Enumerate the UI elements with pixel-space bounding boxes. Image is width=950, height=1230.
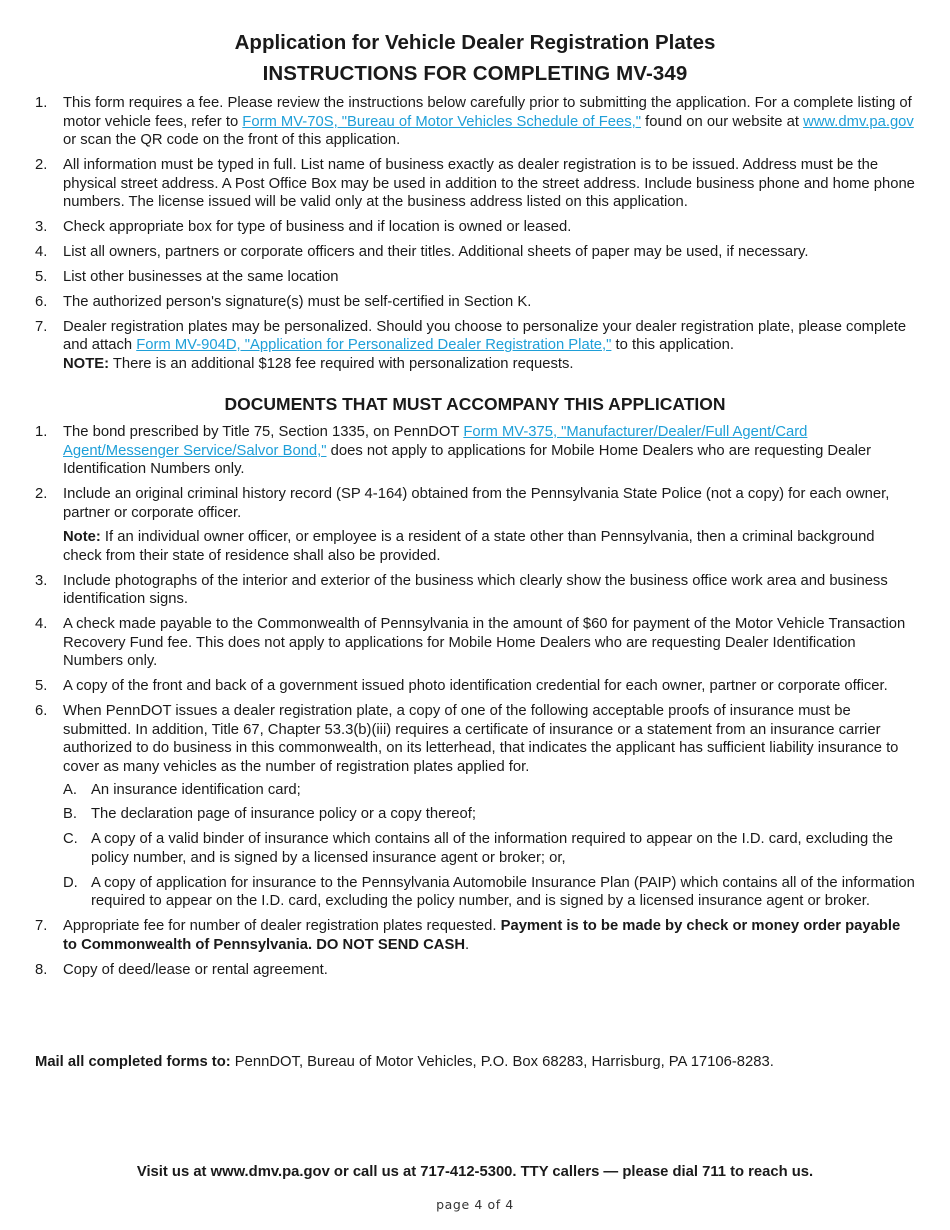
item-text: The bond prescribed by Title 75, Section 1335, on PennDOT	[63, 424, 464, 440]
item-text: When PennDOT issues a dealer registration plate, a copy of one of the following acceptable proofs of insurance must be submitted. In addition, Title 67, Chapter 53.3(b)(iii) requires a certificate of insurance or a statement from an insurance carrier authorized to do business in this commonwealth, on its letterhead, that indicates the applicant has sufficient liability insurance to cover as many vehicles as the number of registration plates applied for.	[63, 703, 899, 775]
item-letter: D.	[63, 874, 78, 891]
footer-contact: Visit us at www.dmv.pa.gov or call us at 717-412-5300. TTY callers — please dial 711 to reach us.	[136, 1164, 814, 1180]
note-label: Note:	[63, 529, 101, 546]
instructions-list	[35, 94, 915, 380]
item-text: A copy of a valid binder of insurance which contains all of the information required to appear on the I.D. card, excluding the policy number, and is signed by a licensed insurance agent or broker; or,	[91, 831, 893, 866]
page-number: page 4 of 4	[436, 1197, 514, 1212]
dmv-website-link[interactable]: www.dmv.pa.gov	[803, 113, 914, 130]
item-text: A copy of the front and back of a government issued photo identification credential for each owner, partner or corporate officer.	[63, 678, 888, 695]
note-text: If an individual owner officer, or employee is a resident of a state other than Pennsylvania, then a criminal background check from their state of residence shall also be provided.	[63, 529, 875, 564]
document-item-2	[35, 485, 915, 565]
document-item-1	[35, 423, 915, 479]
item-number: 4.	[35, 616, 48, 633]
item-number: 2.	[35, 157, 48, 174]
insurance-option-b	[63, 805, 915, 824]
item-number: 3.	[35, 219, 48, 236]
item-text: Include photographs of the interior and exterior of the business which clearly show the business office work area and business identification signs.	[63, 572, 888, 608]
item-text: List all owners, partners or corporate officers and their titles. Additional sheets of paper may be used, if necessary.	[63, 244, 809, 261]
item-text: The authorized person's signature(s) must be self-certified in Section K.	[63, 293, 532, 310]
document-item-5	[35, 677, 915, 696]
item-text: or scan the QR code on the front of this application.	[63, 132, 401, 149]
document-item-4	[35, 615, 915, 671]
form-mv904d-link[interactable]: Form MV-904D, "Application for Personalized Dealer Registration Plate,"	[136, 337, 612, 354]
mailing-address	[35, 1053, 774, 1072]
item-text: A copy of application for insurance to the Pennsylvania Automobile Insurance Plan (PAIP) which contains all of the information required to appear on the I.D. card, excluding the policy number, and is signed by a licensed insurance agent or broker.	[91, 874, 915, 910]
item-text: All information must be typed in full. List name of business exactly as dealer registration is to be issued. Address must be the physical street address. A Post Office Box may be used in addition to the street address. Include business phone and home phone numbers. The license issued will be valid only at the business address listed on this application.	[63, 157, 915, 211]
mail-address-text: PennDOT, Bureau of Motor Vehicles, P.O. Box 68283, Harrisburg, PA 17106-8283.	[230, 1054, 774, 1070]
payment-instruction: Payment is to be made by check or money order payable to Commonwealth of Pennsylvania. DO NOT SEND CASH	[63, 918, 901, 953]
item-number: 1.	[35, 95, 48, 111]
instruction-item-4	[35, 243, 915, 262]
form-mv375-link[interactable]: Form MV-375, "Manufacturer/Dealer/Full Agent/Card Agent/Messenger Service/Salvor Bond,"	[63, 424, 808, 459]
item-text: This form requires a fee. Please review the instructions below carefully prior to submitting the application. For a complete listing of motor vehicle fees, refer to	[63, 95, 912, 130]
item-text: to this application.	[611, 337, 734, 354]
item-text: List other businesses at the same location	[63, 268, 339, 285]
item-text: Include an original criminal history record (SP 4-164) obtained from the Pennsylvania State Police (not a copy) for each owner, partner or corporate officer.	[63, 486, 890, 521]
document-item-6	[35, 702, 915, 911]
item-text: An insurance identification card;	[91, 781, 301, 798]
documents-list	[35, 423, 915, 986]
item-text: A check made payable to the Commonwealth of Pennsylvania in the amount of $60 for payment of the Motor Vehicle Transaction Recovery Fund fee. This does not apply to applications for Mobile Home Dealers who are requesting Dealer Identification Numbers only.	[63, 616, 906, 670]
note-label: NOTE:	[63, 355, 110, 372]
instructions-heading: INSTRUCTIONS FOR COMPLETING MV-349	[262, 62, 688, 85]
item-text: The declaration page of insurance policy or a copy thereof;	[91, 806, 476, 823]
documents-heading: DOCUMENTS THAT MUST ACCOMPANY THIS APPLICATION	[224, 394, 726, 414]
item-number: 4.	[35, 244, 48, 261]
note-text: There is an additional $128 fee required with personalization requests.	[109, 355, 574, 372]
item-number: 6.	[35, 703, 48, 720]
item-text: Copy of deed/lease or rental agreement.	[63, 961, 328, 978]
page-title: Application for Vehicle Dealer Registration Plates	[234, 31, 716, 54]
insurance-option-d	[63, 874, 915, 911]
insurance-proof-list	[63, 781, 915, 911]
document-item-8	[35, 961, 915, 980]
instruction-item-2	[35, 156, 915, 212]
note-paragraph	[63, 528, 915, 565]
item-number: 5.	[35, 678, 48, 695]
item-letter: A.	[63, 781, 77, 798]
mail-label: Mail all completed forms to:	[35, 1054, 231, 1070]
item-text: Dealer registration plates may be personalized. Should you choose to personalize your dealer registration plate, please complete and attach	[63, 318, 907, 354]
item-number: 3.	[35, 572, 48, 589]
instruction-item-5	[35, 268, 915, 287]
instruction-item-7	[35, 318, 915, 374]
item-number: 7.	[35, 318, 48, 335]
item-text: Check appropriate box for type of business and if location is owned or leased.	[63, 219, 572, 236]
insurance-option-c	[63, 830, 915, 867]
instruction-item-3	[35, 218, 915, 237]
instruction-item-1	[35, 94, 915, 150]
instruction-item-6	[35, 293, 915, 312]
item-number: 2.	[35, 486, 48, 503]
item-letter: C.	[63, 831, 78, 848]
item-letter: B.	[63, 806, 77, 823]
item-number: 7.	[35, 918, 48, 935]
insurance-option-a	[63, 781, 915, 800]
document-item-7	[35, 917, 915, 954]
form-mv70s-link[interactable]: Form MV-70S, "Bureau of Motor Vehicles Schedule of Fees,"	[242, 113, 641, 130]
item-text: .	[465, 936, 470, 953]
item-number: 8.	[35, 961, 48, 978]
item-number: 1.	[35, 424, 48, 440]
item-text: found on our website at	[641, 113, 804, 130]
item-text: does not apply to applications for Mobile Home Dealers who are requesting Dealer Identification Numbers only.	[63, 442, 872, 478]
item-number: 5.	[35, 268, 48, 285]
item-number: 6.	[35, 293, 48, 310]
item-text: Appropriate fee for number of dealer registration plates requested.	[63, 918, 501, 935]
document-item-3	[35, 572, 915, 609]
